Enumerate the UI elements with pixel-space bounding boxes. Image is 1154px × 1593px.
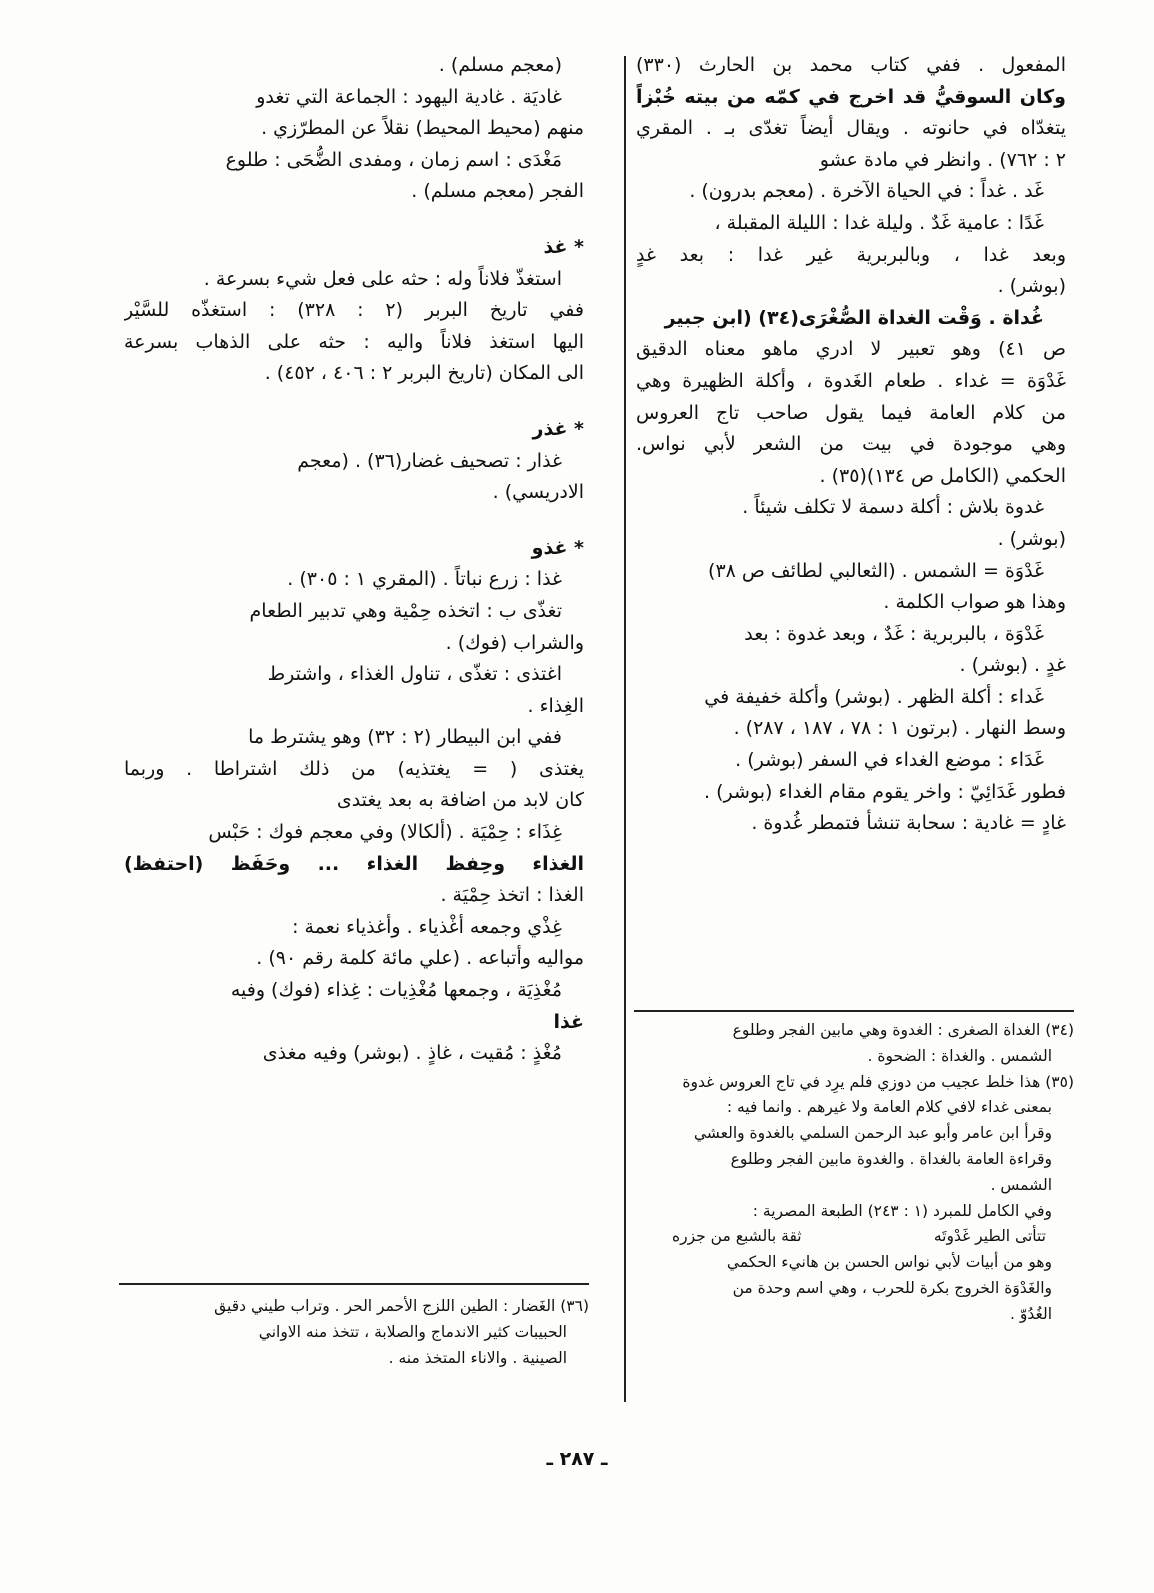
- text-line: كان لابد من اضافة به بعد يغتدى: [336, 789, 584, 812]
- text-line: اليها استغذ فلاناً واليه : حثه على الذهاب بسرعة: [124, 330, 584, 353]
- root-heading: * غذر: [532, 417, 584, 440]
- entry-line: غذار : تصحيف غضار(٣٦) . (معجم: [297, 449, 562, 472]
- spacer: [124, 208, 584, 232]
- entry-line: غِذَاء : حِمْيَة . (ألكالا) وفي معجم فوك : حَبْس: [208, 821, 562, 844]
- text-line: وبعد غدا ، وبالبربرية غير غدا : بعد غدٍ: [636, 243, 1066, 266]
- entry-line: غَد . غداً : في الحياة الآخرة . (معجم بدرون) .: [689, 180, 1044, 203]
- right-column: [636, 50, 1066, 840]
- text-line: (بوشر) .: [997, 275, 1066, 298]
- spacer: [124, 390, 584, 414]
- text-line: وسط النهار . (برتون ١ : ٧٨ ، ١٨٧ ، ٢٨٧) .: [733, 717, 1066, 740]
- text-line: غدٍ . (بوشر) .: [959, 654, 1066, 677]
- text-line: فطور غَدَائِيّ : واخر يقوم مقام الغداء (بوشر) .: [704, 780, 1066, 803]
- footnote-line: وفي الكامل للمبرد (١ : ٢٤٣) الطبعة المصرية :: [752, 1201, 1052, 1220]
- footnote-line: الشمس .: [990, 1175, 1052, 1194]
- text-line: الادريسي) .: [492, 481, 584, 504]
- text-line: غذا: [553, 1010, 584, 1033]
- verse-hemistich: ثقة بالشبع من جزره: [672, 1227, 802, 1246]
- entry-line: غَدَاء : موضع الغداء في السفر (بوشر) .: [735, 749, 1044, 772]
- text-line: وهي موجودة في بيت من الشعر لأبي نواس.: [636, 433, 1066, 456]
- entry-line: استغذّ فلاناً وله : حثه على فعل شيء بسرعة .: [203, 267, 562, 290]
- entry-line: مُغْذِيَة ، وجمعها مُغْذِيات : غِذاء (فوك) وفيه: [230, 979, 562, 1002]
- text-line: الى المكان (تاريخ البربر ٢ : ٤٠٦ ، ٤٥٢) .: [264, 362, 584, 385]
- text-line: الفجر (معجم مسلم) .: [411, 180, 584, 203]
- footnote-line: بمعنى غداء لافي كلام العامة ولا غيرهم . وانما فيه :: [726, 1098, 1052, 1117]
- text-line: وهذا هو صواب الكلمة .: [883, 591, 1066, 614]
- footnote-line: الشمس . والغداة : الضحوة .: [867, 1046, 1052, 1065]
- footnote-line: الحبيبات كثير الاندماج والصلابة ، تتخذ منه الاواني: [258, 1322, 567, 1341]
- footnotes-left: [137, 1294, 589, 1371]
- footnotes-right: [638, 1018, 1074, 1328]
- text-line: وكان السوقيُّ قد اخرج في كمّه من بيته خُبْزاً: [636, 85, 1066, 108]
- text-line: غَدْوَة = غداء . طعام الغَدوة ، وأكلة الظهيرة وهي: [636, 369, 1066, 392]
- left-column: [124, 50, 584, 1070]
- text-line: يتغدّاه في حانوته . ويقال أيضاً تغدّى بـ . المقري: [636, 117, 1066, 140]
- entry-line: غَدْوَة ، بالبربرية : غَدٌ ، وبعد غدوة : بعد: [744, 622, 1044, 645]
- footnote-line: (٣٤) الغداة الصغرى : الغدوة وهي مابين الفجر وطلوع: [732, 1021, 1074, 1039]
- entry-line: غَدًا : عامية غَدٌ . وليلة غدا : الليلة المقبلة ،: [714, 211, 1044, 234]
- text-line: ٢ : ٧٦٢) . وانظر في مادة عشو: [819, 148, 1066, 171]
- entry-line: غِذْي وجمعه أغْذياء . وأغذياء نعمة :: [292, 915, 562, 938]
- entry-line: ففي ابن البيطار (٢ : ٣٢) وهو يشترط ما: [248, 726, 562, 749]
- entry-line: غَداء : أكلة الظهر . (بوشر) وأكلة خفيفة في: [704, 685, 1044, 708]
- text-line: ص ٤١) وهو تعبير لا ادري ماهو معناه الدقيق: [636, 338, 1066, 361]
- footnote-line: وقرأ ابن عامر وأبو عبد الرحمن السلمي بالغدوة والعشي: [693, 1124, 1052, 1143]
- footnote-line: وقراءة العامة بالغداة . والغدوة مابين الفجر وطلوع: [730, 1149, 1052, 1168]
- text-line: منهم (محيط المحيط) نقلاً عن المطرّزي .: [261, 117, 584, 140]
- footnote-line: والغَدْوَة الخروج بكرة للحرب ، وهي اسم وحدة من: [732, 1278, 1052, 1297]
- text-line: مواليه وأتباعه . (علي مائة كلمة رقم ٩٠) .: [256, 947, 584, 970]
- entry-line: غُداة . وَقْت الغداة الصُّغْرَى(٣٤) (ابن جبير: [664, 306, 1044, 329]
- verse-hemistich: تتأتى الطير غَدْوتَه: [933, 1227, 1046, 1246]
- footnote-line: (٣٦) الغَضار : الطين اللزج الأحمر الحر . وتراب طيني دقيق: [214, 1297, 589, 1315]
- entry-line: غدوة بلاش : أكلة دسمة لا تكلف شيئاً .: [742, 496, 1044, 519]
- footnote-line: (٣٥) هذا خلط عجيب من دوزي فلم يرِد في تاج العروس غدوة: [682, 1072, 1074, 1091]
- text-line: (بوشر) .: [997, 527, 1066, 550]
- footnote-line: الصينية . والاناء المتخذ منه .: [388, 1348, 567, 1367]
- text-line: (معجم مسلم) .: [438, 54, 562, 76]
- text-line: من كلام العامة فيما يقول صاحب تاج العروس: [636, 401, 1066, 424]
- text-line: غادٍ = غادية : سحابة تنشأ فتمطر غُدوة .: [751, 812, 1066, 835]
- text-line: المفعول . ففي كتاب محمد بن الحارث (٣٣٠): [636, 54, 1066, 76]
- entry-line: غذا : زرع نباتاً . (المقري ١ : ٣٠٥) .: [287, 568, 562, 591]
- footnote-line: وهو من أبيات لأبي نواس الحسن بن هانيء الحكمي: [726, 1253, 1052, 1272]
- text-line: الحكمي (الكامل ص ١٣٤)(٣٥) .: [819, 464, 1066, 487]
- page-number: ـ ٢٨٧ ـ: [546, 1448, 608, 1470]
- entry-line: غَدْوَة = الشمس . (الثعالبي لطائف ص ٣٨): [708, 559, 1044, 582]
- root-heading: * غذ: [543, 235, 584, 258]
- entry-line: تغذّى ب : اتخذه حِمْية وهي تدبير الطعام: [249, 599, 562, 622]
- entry-line: اغتذى : تغذّى ، تناول الغذاء ، واشترط: [267, 663, 562, 686]
- root-heading: * غذو: [531, 536, 584, 559]
- spacer: [124, 509, 584, 533]
- entry-line: مُغْذٍ : مُقيت ، غاذٍ . (بوشر) وفيه مغذى: [262, 1042, 562, 1065]
- footnote-rule: [119, 1283, 589, 1285]
- poem-verse: [638, 1224, 1074, 1250]
- column-divider: [624, 56, 626, 1402]
- footnote-rule: [634, 1010, 1074, 1012]
- text-line: الغذاء وحِفظ الغذاء ... وحَفَظ (احتفظ): [124, 852, 584, 875]
- text-line: والشراب (فوك) .: [445, 631, 584, 654]
- text-line: ففي تاريخ البربر (٢ : ٣٢٨) : استغذّه للسَّيْر: [124, 299, 584, 322]
- footnote-line: الغُدُوّ .: [1010, 1304, 1052, 1323]
- text-line: يغتذى ( = يغتذيه) من ذلك اشتراطا . وربما: [124, 757, 584, 780]
- text-line: الغِذاء .: [527, 694, 584, 717]
- entry-line: غاديَة . غادية اليهود : الجماعة التي تغدو: [256, 85, 562, 108]
- entry-line: مَغْدَى : اسم زمان ، ومفدى الضُّحَى : طلوع: [225, 148, 562, 171]
- text-line: الغذا : اتخذ حِمْيَة .: [440, 884, 584, 907]
